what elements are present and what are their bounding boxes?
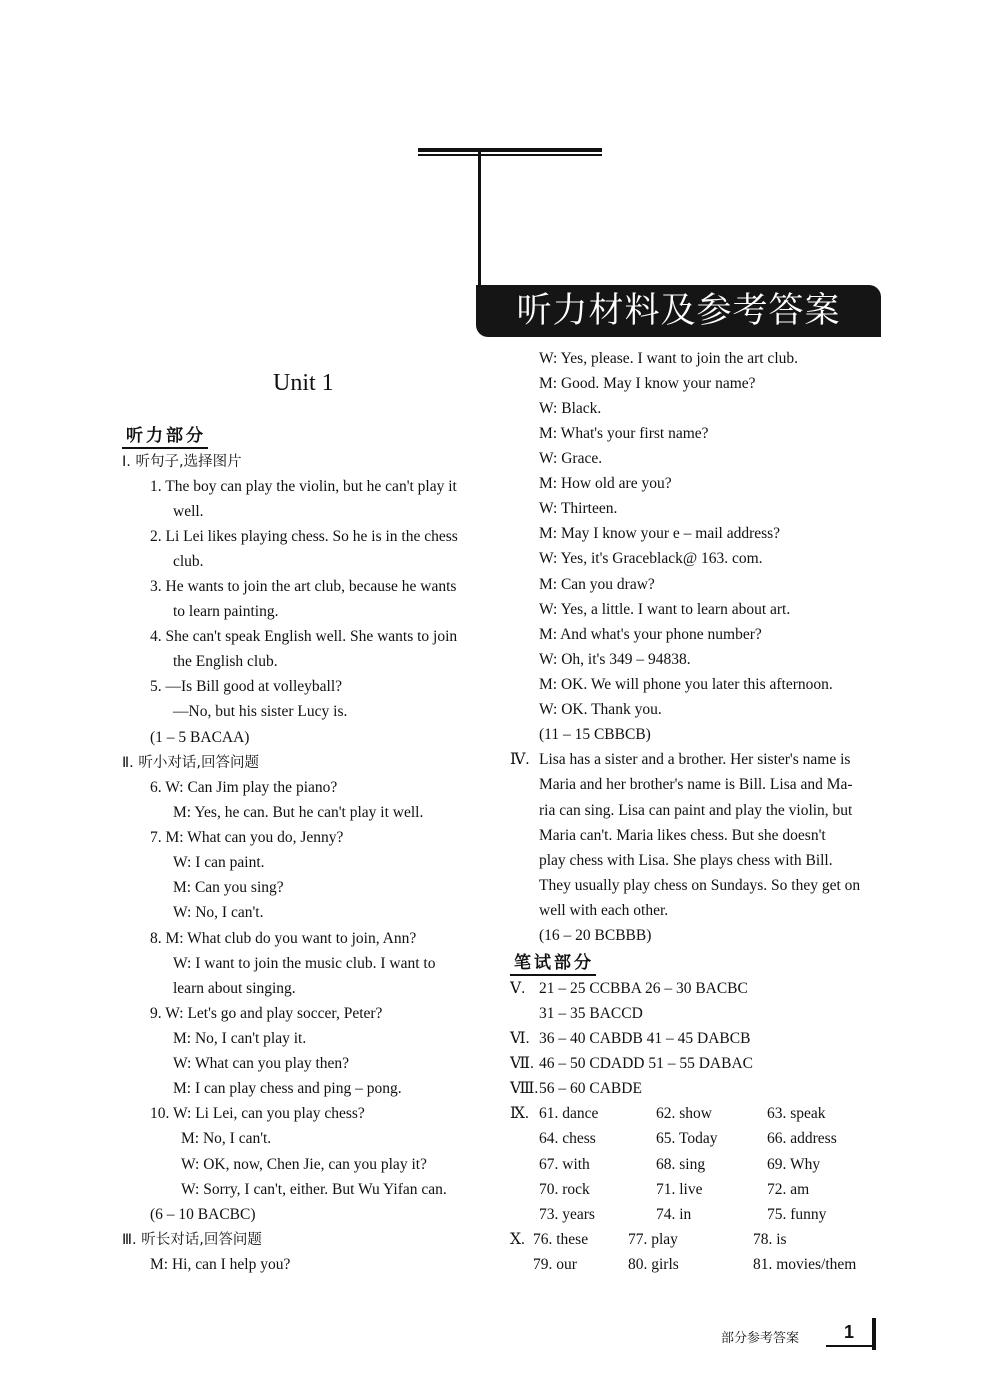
dialog-7-line4: W: No, I can't. xyxy=(173,904,264,921)
long-dialog-line2: W: Yes, please. I want to join the art club. xyxy=(539,350,798,367)
part2-heading: Ⅱ. 听小对话,回答问题 xyxy=(122,755,259,771)
part9-answer: 63. speak xyxy=(767,1105,826,1122)
part9-answer: 75. funny xyxy=(767,1206,827,1223)
part10-number: Ⅹ. xyxy=(510,1231,525,1248)
long-dialog-line11: M: Can you draw? xyxy=(539,576,655,593)
dialog-10-line4: W: Sorry, I can't, either. But Wu Yifan can. xyxy=(181,1181,447,1198)
part9-answer: 61. dance xyxy=(539,1105,599,1122)
answers-6-10: (6 – 10 BACBC) xyxy=(150,1206,256,1223)
page-banner-title: 听力材料及参考答案 xyxy=(476,285,881,337)
part9-answer: 64. chess xyxy=(539,1130,596,1147)
part9-answer: 68. sing xyxy=(656,1156,706,1173)
passage-line2: Maria and her brother's name is Bill. Lisa and Ma- xyxy=(539,776,853,793)
part5-answers-line1: 21 – 25 CCBBA 26 – 30 BACBC xyxy=(539,980,748,997)
part9-answer: 65. Today xyxy=(656,1130,718,1147)
passage-line1: Lisa has a sister and a brother. Her sister's name is xyxy=(539,751,851,768)
part6-answers: 36 – 40 CABDB 41 – 45 DABCB xyxy=(539,1030,751,1047)
dialog-9-line1: 9. W: Let's go and play soccer, Peter? xyxy=(150,1005,383,1022)
sentence-5-line2: —No, but his sister Lucy is. xyxy=(173,703,348,720)
dialog-9-line4: M: I can play chess and ping – pong. xyxy=(173,1080,402,1097)
part9-answer: 69. Why xyxy=(767,1156,821,1173)
part5-number: Ⅴ. xyxy=(510,980,526,997)
long-dialog-line1: M: Hi, can I help you? xyxy=(150,1256,291,1273)
header-rule-top xyxy=(418,148,602,152)
header-rule-bottom xyxy=(418,154,602,156)
part6-number: Ⅵ. xyxy=(510,1030,530,1047)
passage-line6: They usually play chess on Sundays. So they get on xyxy=(539,877,861,894)
part9-answer: 71. live xyxy=(656,1181,703,1198)
long-dialog-line16: W: OK. Thank you. xyxy=(539,701,662,718)
part8-answers: 56 – 60 CABDE xyxy=(539,1080,642,1097)
sentence-3-line2: to learn painting. xyxy=(173,603,279,620)
section-heading-listening: 听力部分 xyxy=(122,425,208,449)
sentence-2-line1: 2. Li Lei likes playing chess. So he is in the chess xyxy=(150,528,458,545)
sentence-4-line1: 4. She can't speak English well. She wants to join xyxy=(150,628,458,645)
dialog-6-line1: 6. W: Can Jim play the piano? xyxy=(150,779,338,796)
section-heading-written: 笔试部分 xyxy=(510,952,596,976)
part9-answer: 62. show xyxy=(656,1105,712,1122)
part9-answer: 70. rock xyxy=(539,1181,590,1198)
part9-answer: 67. with xyxy=(539,1156,590,1173)
long-dialog-line6: W: Grace. xyxy=(539,450,603,467)
dialog-7-line2: W: I can paint. xyxy=(173,854,265,871)
dialog-8-line3: learn about singing. xyxy=(173,980,296,997)
long-dialog-line12: W: Yes, a little. I want to learn about art. xyxy=(539,601,791,618)
long-dialog-line15: M: OK. We will phone you later this afternoon. xyxy=(539,676,833,693)
sentence-5-line1: 5. —Is Bill good at volleyball? xyxy=(150,678,343,695)
part5-answers-line2: 31 – 35 BACCD xyxy=(539,1005,643,1022)
part10-answer: 79. our xyxy=(533,1256,577,1273)
part7-number: Ⅶ. xyxy=(510,1055,534,1072)
dialog-6-line2: M: Yes, he can. But he can't play it well. xyxy=(173,804,424,821)
part10-answer: 78. is xyxy=(753,1231,787,1248)
part10-answer: 81. movies/them xyxy=(753,1256,857,1273)
long-dialog-line4: W: Black. xyxy=(539,400,602,417)
dialog-7-line1: 7. M: What can you do, Jenny? xyxy=(150,829,344,846)
part9-answer: 74. in xyxy=(656,1206,692,1223)
long-dialog-line7: M: How old are you? xyxy=(539,475,672,492)
unit-title: Unit 1 xyxy=(273,370,334,396)
dialog-10-line3: W: OK, now, Chen Jie, can you play it? xyxy=(181,1156,427,1173)
sentence-3-line1: 3. He wants to join the art club, because he wants xyxy=(150,578,457,595)
long-dialog-line8: W: Thirteen. xyxy=(539,500,618,517)
sentence-4-line2: the English club. xyxy=(173,653,278,670)
part8-number: Ⅷ. xyxy=(510,1080,539,1097)
answers-16-20: (16 – 20 BCBBB) xyxy=(539,927,652,944)
long-dialog-line3: M: Good. May I know your name? xyxy=(539,375,756,392)
dialog-10-line2: M: No, I can't. xyxy=(181,1130,272,1147)
long-dialog-line14: W: Oh, it's 349 – 94838. xyxy=(539,651,691,668)
part10-answer: 80. girls xyxy=(628,1256,679,1273)
dialog-9-line2: M: No, I can't play it. xyxy=(173,1030,307,1047)
part10-answer: 77. play xyxy=(628,1231,678,1248)
part10-answer: 76. these xyxy=(533,1231,589,1248)
part9-answer: 66. address xyxy=(767,1130,837,1147)
part1-heading: Ⅰ. 听句子,选择图片 xyxy=(122,454,242,470)
passage-line4: Maria can't. Maria likes chess. But she doesn't xyxy=(539,827,826,844)
part7-answers: 46 – 50 CDADD 51 – 55 DABAC xyxy=(539,1055,753,1072)
dialog-7-line3: M: Can you sing? xyxy=(173,879,284,896)
passage-line7: well with each other. xyxy=(539,902,669,919)
long-dialog-line9: M: May I know your e – mail address? xyxy=(539,525,781,542)
long-dialog-line5: M: What's your first name? xyxy=(539,425,709,442)
sentence-1-line1: 1. The boy can play the violin, but he can't play it xyxy=(150,478,457,495)
sentence-1-line2: well. xyxy=(173,503,204,520)
part4-number: Ⅳ. xyxy=(510,751,530,768)
page-number: 1 xyxy=(826,1319,872,1347)
answers-11-15: (11 – 15 CBBCB) xyxy=(539,726,651,743)
answers-1-5: (1 – 5 BACAA) xyxy=(150,729,250,746)
footer-rule xyxy=(872,1318,876,1350)
passage-line5: play chess with Lisa. She plays chess with Bill. xyxy=(539,852,833,869)
dialog-10-line1: 10. W: Li Lei, can you play chess? xyxy=(150,1105,365,1122)
part3-heading: Ⅲ. 听长对话,回答问题 xyxy=(122,1232,262,1248)
footer-label: 部分参考答案 xyxy=(721,1331,800,1346)
dialog-8-line2: W: I want to join the music club. I want to xyxy=(173,955,436,972)
long-dialog-line10: W: Yes, it's Graceblack@ 163. com. xyxy=(539,550,763,567)
dialog-8-line1: 8. M: What club do you want to join, Ann? xyxy=(150,930,417,947)
long-dialog-line13: M: And what's your phone number? xyxy=(539,626,762,643)
dialog-9-line3: W: What can you play then? xyxy=(173,1055,350,1072)
part9-number: Ⅸ. xyxy=(510,1105,529,1122)
passage-line3: ria can sing. Lisa can paint and play the violin, but xyxy=(539,802,853,819)
part9-answer: 72. am xyxy=(767,1181,810,1198)
part9-answer: 73. years xyxy=(539,1206,595,1223)
sentence-2-line2: club. xyxy=(173,553,204,570)
